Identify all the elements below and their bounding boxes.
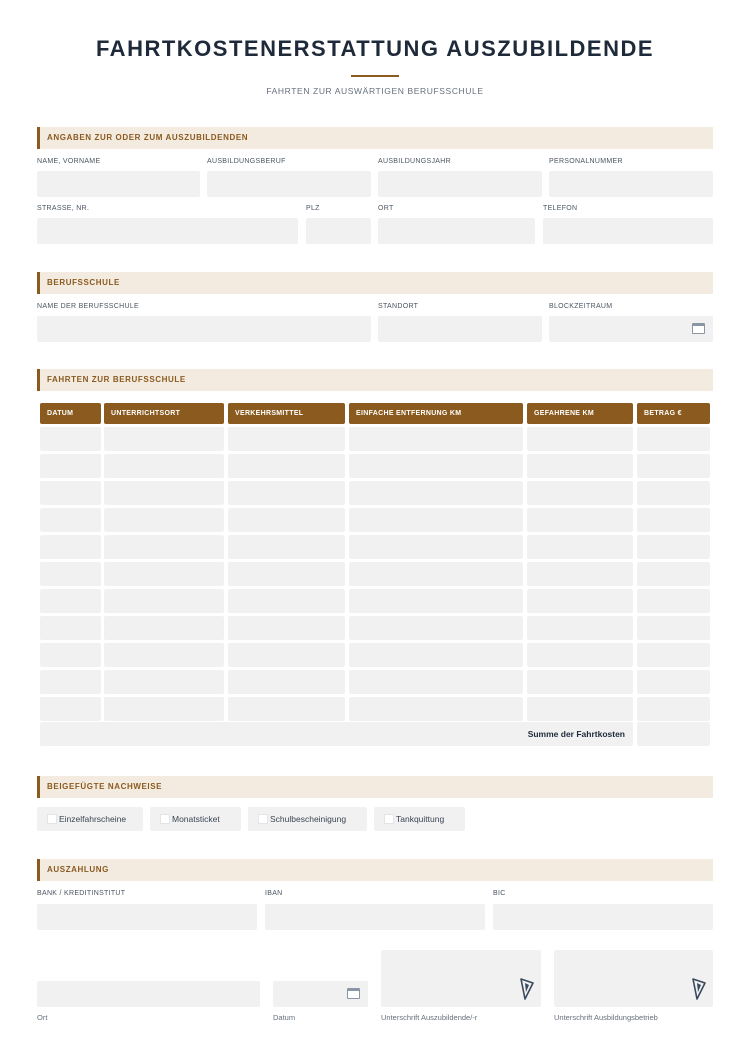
checkbox-box[interactable] — [384, 814, 394, 824]
column-header-date: DATUM — [40, 403, 101, 424]
table-cell-date[interactable] — [40, 616, 101, 640]
iban-field[interactable] — [265, 904, 485, 930]
table-cell-date[interactable] — [40, 427, 101, 451]
table-cell-amount[interactable] — [637, 427, 710, 451]
table-cell-location[interactable] — [104, 697, 224, 721]
table-cell-location[interactable] — [104, 427, 224, 451]
table-cell-date[interactable] — [40, 508, 101, 532]
table-cell-date[interactable] — [40, 535, 101, 559]
table-cell-location[interactable] — [104, 454, 224, 478]
phone-label: TELEFON — [543, 205, 578, 212]
bic-label: BIC — [493, 890, 506, 897]
table-cell-km-driven[interactable] — [527, 535, 633, 559]
column-header-location: UNTERRICHTSORT — [104, 403, 224, 424]
block-period-label: BLOCKZEITRAUM — [549, 303, 613, 310]
pen-icon — [519, 975, 535, 1001]
table-cell-distance[interactable] — [349, 643, 523, 667]
table-cell-amount[interactable] — [637, 616, 710, 640]
table-cell-transport[interactable] — [228, 589, 345, 613]
table-cell-transport[interactable] — [228, 616, 345, 640]
table-cell-km-driven[interactable] — [527, 562, 633, 586]
table-cell-date[interactable] — [40, 562, 101, 586]
table-cell-km-driven[interactable] — [527, 697, 633, 721]
table-cell-km-driven[interactable] — [527, 508, 633, 532]
street-label: STRASSE, NR. — [37, 205, 90, 212]
page-title: FAHRTKOSTENERSTATTUNG AUSZUBILDENDE — [95, 36, 655, 61]
table-cell-date[interactable] — [40, 670, 101, 694]
table-cell-km-driven[interactable] — [527, 616, 633, 640]
table-cell-amount[interactable] — [637, 508, 710, 532]
sum-label: Summe der Fahrtkosten — [527, 729, 625, 739]
table-cell-location[interactable] — [104, 508, 224, 532]
table-cell-date[interactable] — [40, 454, 101, 478]
table-cell-km-driven[interactable] — [527, 670, 633, 694]
page-subtitle: FAHRTEN ZUR AUSWÄRTIGEN BERUFSSCHULE — [266, 86, 484, 96]
table-cell-transport[interactable] — [228, 454, 345, 478]
table-cell-amount[interactable] — [637, 562, 710, 586]
table-cell-distance[interactable] — [349, 427, 523, 451]
calendar-icon[interactable] — [347, 988, 360, 999]
school-name-label: NAME DER BERUFSSCHULE — [37, 303, 139, 310]
place-label: Ort — [37, 1013, 48, 1022]
table-cell-km-driven[interactable] — [527, 589, 633, 613]
trainee-signature-field[interactable] — [381, 950, 541, 1007]
name-field[interactable] — [37, 171, 200, 197]
zip-field[interactable] — [306, 218, 371, 244]
iban-label: IBAN — [265, 890, 283, 897]
table-cell-location[interactable] — [104, 670, 224, 694]
title-divider — [351, 75, 399, 77]
street-field[interactable] — [37, 218, 298, 244]
table-cell-location[interactable] — [104, 535, 224, 559]
pen-icon — [691, 975, 707, 1001]
table-cell-distance[interactable] — [349, 616, 523, 640]
trainee-signature-label: Unterschrift Auszubildende/-r — [381, 1013, 478, 1022]
city-field[interactable] — [378, 218, 535, 244]
location-field[interactable] — [378, 316, 542, 342]
checkbox-box[interactable] — [47, 814, 57, 824]
checkbox-box[interactable] — [258, 814, 268, 824]
table-cell-transport[interactable] — [228, 697, 345, 721]
column-header-km-driven: GEFAHRENE KM — [527, 403, 633, 424]
city-label: ORT — [378, 205, 394, 212]
table-cell-distance[interactable] — [349, 589, 523, 613]
table-cell-date[interactable] — [40, 589, 101, 613]
bic-field[interactable] — [493, 904, 713, 930]
section-header-school: BERUFSSCHULE — [37, 272, 713, 294]
table-cell-km-driven[interactable] — [527, 427, 633, 451]
calendar-icon[interactable] — [692, 323, 705, 334]
table-cell-amount[interactable] — [637, 481, 710, 505]
date-field[interactable] — [273, 981, 368, 1007]
checkbox-school-certificate[interactable] — [248, 807, 367, 831]
table-cell-amount[interactable] — [637, 670, 710, 694]
section-header-trips: FAHRTEN ZUR BERUFSSCHULE — [37, 369, 713, 391]
personnel-number-field[interactable] — [549, 171, 713, 197]
column-header-transport: VERKEHRSMITTEL — [228, 403, 345, 424]
date-label: Datum — [273, 1013, 296, 1022]
table-cell-transport[interactable] — [228, 427, 345, 451]
table-cell-date[interactable] — [40, 481, 101, 505]
table-cell-km-driven[interactable] — [527, 454, 633, 478]
table-cell-amount[interactable] — [637, 454, 710, 478]
table-cell-transport[interactable] — [228, 481, 345, 505]
block-period-field[interactable] — [549, 316, 713, 342]
table-cell-amount[interactable] — [637, 535, 710, 559]
table-cell-location[interactable] — [104, 616, 224, 640]
section-header-attachments: BEIGEFÜGTE NACHWEISE — [37, 776, 713, 798]
table-cell-distance[interactable] — [349, 670, 523, 694]
checkbox-label: Monatsticket — [172, 814, 220, 824]
personnel-number-label: PERSONALNUMMER — [549, 158, 623, 165]
place-field[interactable] — [37, 981, 260, 1007]
checkbox-label: Schulbescheinigung — [270, 814, 347, 824]
table-cell-amount[interactable] — [637, 643, 710, 667]
table-cell-transport[interactable] — [228, 670, 345, 694]
bank-field[interactable] — [37, 904, 257, 930]
bank-label: BANK / KREDITINSTITUT — [37, 890, 126, 897]
school-name-field[interactable] — [37, 316, 371, 342]
year-label: AUSBILDUNGSJAHR — [378, 158, 451, 165]
table-cell-km-driven[interactable] — [527, 481, 633, 505]
checkbox-label: Tankquittung — [396, 814, 445, 824]
table-cell-location[interactable] — [104, 643, 224, 667]
section-header-payout: AUSZAHLUNG — [37, 859, 713, 881]
table-cell-location[interactable] — [104, 589, 224, 613]
table-cell-date[interactable] — [40, 697, 101, 721]
table-cell-amount[interactable] — [637, 589, 710, 613]
table-cell-transport[interactable] — [228, 535, 345, 559]
table-cell-transport[interactable] — [228, 643, 345, 667]
table-cell-transport[interactable] — [228, 562, 345, 586]
table-cell-distance[interactable] — [349, 535, 523, 559]
table-cell-km-driven[interactable] — [527, 643, 633, 667]
phone-field[interactable] — [543, 218, 713, 244]
profession-label: AUSBILDUNGSBERUF — [207, 158, 286, 165]
table-cell-location[interactable] — [104, 562, 224, 586]
table-cell-distance[interactable] — [349, 481, 523, 505]
table-cell-distance[interactable] — [349, 508, 523, 532]
zip-label: PLZ — [306, 205, 320, 212]
table-cell-transport[interactable] — [228, 508, 345, 532]
checkbox-fuel-receipt[interactable] — [374, 807, 465, 831]
table-cell-distance[interactable] — [349, 562, 523, 586]
profession-field[interactable] — [207, 171, 371, 197]
training-year-field[interactable] — [378, 171, 542, 197]
location-label: STANDORT — [378, 303, 419, 310]
column-header-distance: EINFACHE ENTFERNUNG KM — [349, 403, 523, 424]
checkbox-monthly-ticket[interactable] — [150, 807, 241, 831]
name-label: NAME, VORNAME — [37, 158, 101, 165]
table-cell-date[interactable] — [40, 643, 101, 667]
section-header-trainee: ANGABEN ZUR ODER ZUM AUSZUBILDENDEN — [37, 127, 713, 149]
table-cell-amount[interactable] — [637, 697, 710, 721]
sum-value-field[interactable] — [637, 722, 710, 746]
table-cell-distance[interactable] — [349, 697, 523, 721]
table-cell-location[interactable] — [104, 481, 224, 505]
column-header-amount: BETRAG € — [637, 403, 710, 424]
sum-row — [40, 722, 633, 746]
company-signature-field[interactable] — [554, 950, 713, 1007]
checkbox-box[interactable] — [160, 814, 170, 824]
checkbox-label: Einzelfahrscheine — [59, 814, 127, 824]
company-signature-label: Unterschrift Ausbildungsbetrieb — [554, 1013, 658, 1022]
table-cell-distance[interactable] — [349, 454, 523, 478]
checkbox-single-tickets[interactable] — [37, 807, 143, 831]
